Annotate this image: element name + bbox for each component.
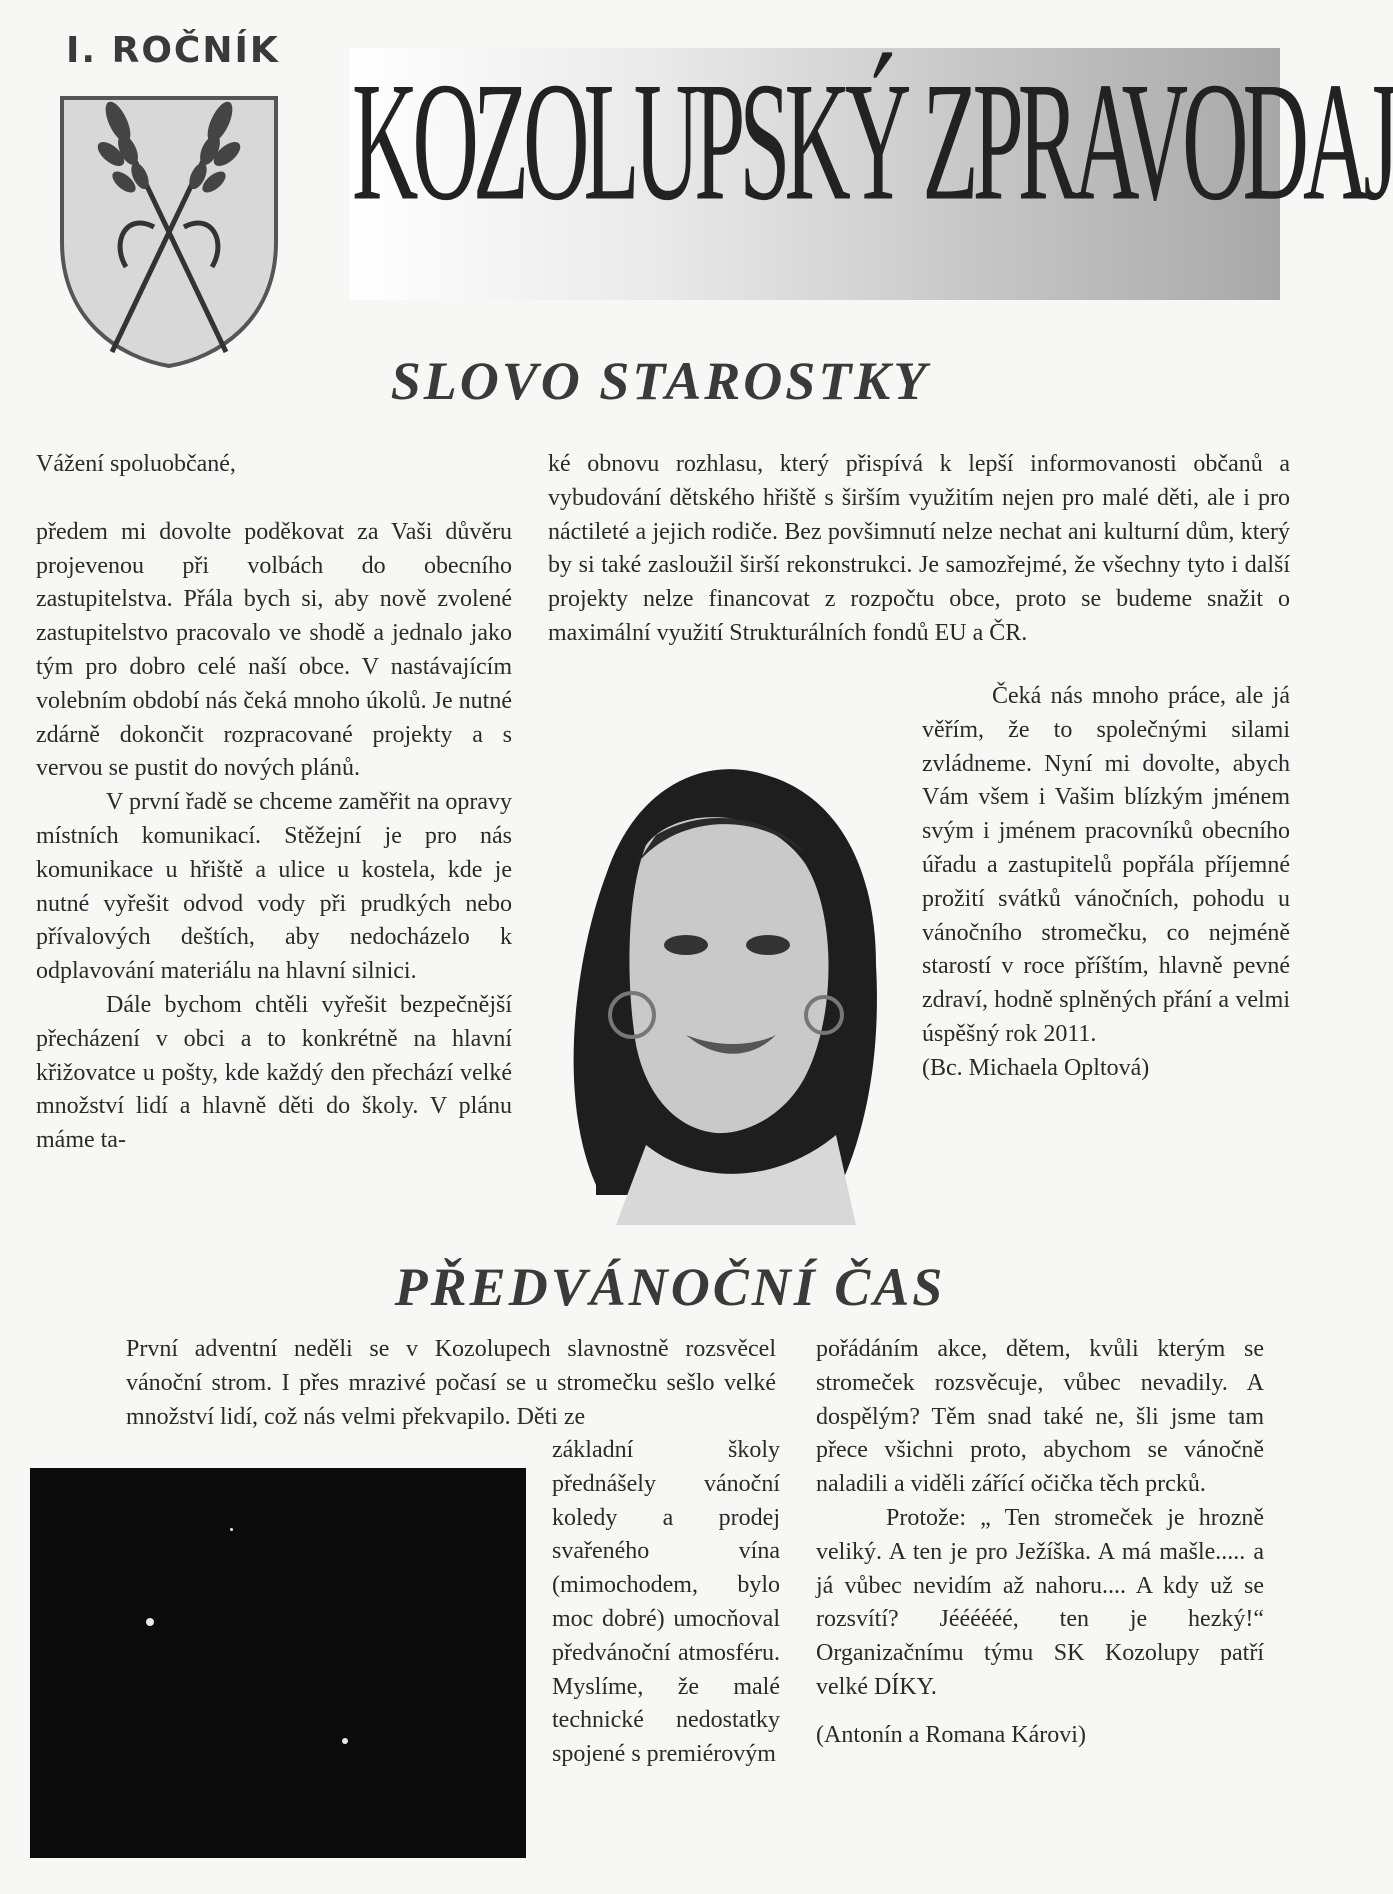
paragraph: První adventní neděli se v Kozolupech slavnostně rozsvěcel vánoční strom. I přes mrazivé počasí se u stromečku sešlo velké množství lidí, což nás velmi překvapilo. Děti ze <box>126 1336 776 1430</box>
volume-label: I. ROČNÍK <box>66 30 280 71</box>
light-dot <box>146 1618 154 1626</box>
light-dot <box>230 1528 233 1531</box>
paragraph: pořádáním akce, dětem, kvůli kterým se stromeček rozsvěcuje, vůbec nevadily. A dospělým? Těm snad také ne, šli jsme tam přece všichni proto, abychom se vánočně naladili a viděli zářící očička těch prcků. <box>816 1336 1264 1498</box>
paragraph: Čeká nás mnoho práce, ale já věřím, že to společnými silami zvládneme. Nyní mi dovolte, abych Vám všem i Vašim blízkým jménem svým i jménem pracovníků obecního úřadu a zastupitelů popřála příjemné prožití svátků vánočních, pohodu u vánočního stromečku, co nejméně starostí v roce příštím, hlavně pevné zdraví, hodně splněných přání a velmi úspěšný rok 2011. <box>922 683 1290 1047</box>
coat-of-arms-icon <box>56 92 282 370</box>
signature: (Antonín a Romana Károvi) <box>816 1721 1086 1748</box>
christmas-tree-photo <box>30 1468 526 1858</box>
paragraph: základní školy přednášely vánoční koledy a prodej svařeného vína (mimochodem, bylo moc dobré) umocňoval předvánoční atmosféru. Myslíme, že malé technické nedostatky spojené s premiérovým <box>552 1437 780 1768</box>
article-heading-slovo-starostky: SLOVO STAROSTKY <box>390 351 930 411</box>
newsletter-title: KOZOLUPSKÝ ZPRAVODAJ <box>352 46 1393 236</box>
paragraph: Dále bychom chtěli vyřešit bezpečnější přecházení v obci a to konkrétně na hlavní křižovatce u pošty, kde každý den přechází velké množství lidí a hlavně děti do školy. V plánu máme ta- <box>36 991 512 1154</box>
paragraph: V první řadě se chceme zaměřit na opravy místních komunikací. Stěžejní je pro nás komunikace u hřiště a ulice u kostela, kde je nutné vyřešit odvod vody při prudkých nebo přívalových deštích, aby nedocházelo k odplavování materiálu na hlavní silnici. <box>36 789 512 985</box>
greeting: Vážení spoluobčané, <box>36 451 236 477</box>
article2-intro <box>126 1333 776 1434</box>
paragraph: Protože: „ Ten stromeček je hrozně veliký. A ten je pro Ježíška. A má mašle..... a já vůbec nevidím až nahoru.... A kdy už se rozsvítí? Jéééééé, ten je hezký!“ Organizačnímu týmu SK Kozolupy patří velké DÍKY. <box>816 1504 1264 1700</box>
paragraph: předem mi dovolte poděkovat za Vaši důvěru projevenou při volbách do obecního zastupitelstva. Přála bych si, aby nově zvolené zastupitelstvo pracovalo ve shodě a jednalo jako tým pro dobro celé naší obce. V nastávajícím volebním období nás čeká mnoho úkolů. Je nutné zdárně dokončit rozpracované projekty a s vervou se pustit do nových plánů. <box>36 518 512 782</box>
article2-narrow-column <box>552 1434 780 1772</box>
light-dot <box>342 1738 348 1744</box>
article1-column-2 <box>548 448 1290 651</box>
paragraph: ké obnovu rozhlasu, který přispívá k lepší informovanosti občanů a vybudování dětského hřiště s širším využitím nejen pro malé děti, ale i pro náctileté a jejich rodiče. Bez povšimnutí nelze nechat ani kulturní dům, který by si také zasloužil širší rekonstrukci. Je samozřejmé, že všechny tyto i další projekty nelze financovat z rozpočtu obce, proto se budeme snažit o maximální využití Strukturálních fondů EU a ČR. <box>548 451 1290 646</box>
signature: (Bc. Michaela Opltová) <box>922 1054 1150 1081</box>
article-heading-predvanocni-cas: PŘEDVÁNOČNÍ ČAS <box>394 1257 946 1317</box>
mayor-portrait-image <box>536 715 912 1225</box>
article1-column-1 <box>36 448 512 1158</box>
article1-column-3 <box>922 680 1290 1086</box>
article2-right-column <box>816 1333 1264 1753</box>
